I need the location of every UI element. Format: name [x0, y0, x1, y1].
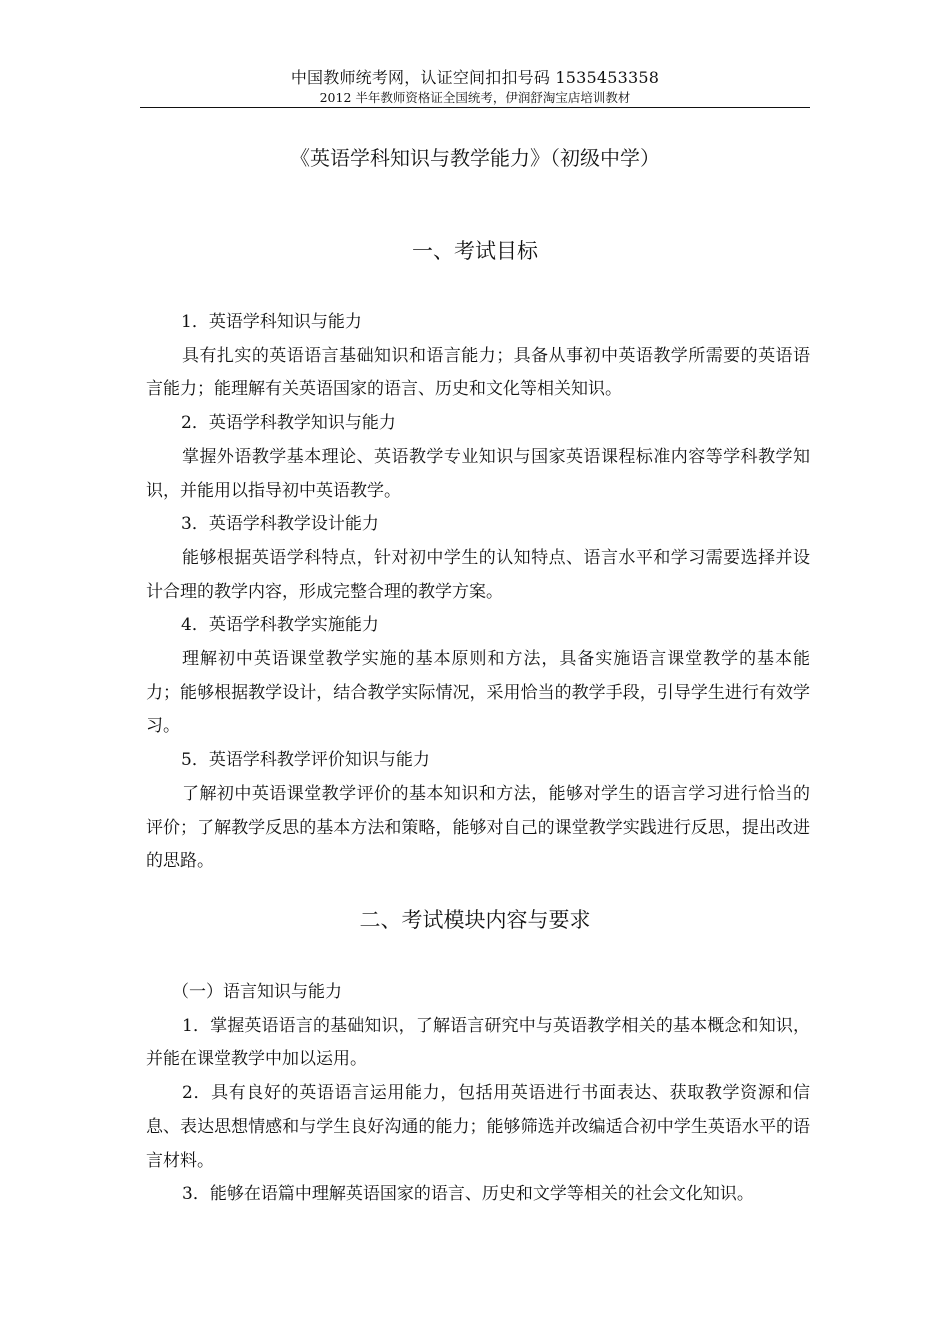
goal-paragraph-5: 了解初中英语课堂教学评价的基本知识和方法，能够对学生的语言学习进行恰当的评价；了解教学反思的基本方法和策略，能够对自己的课堂教学实践进行反思，提出改进的思路。 [146, 783, 810, 872]
goal-paragraph-2: 掌握外语教学基本理论、英语教学专业知识与国家英语课程标准内容等学科教学知识，并能用以指导初中英语教学。 [146, 446, 810, 501]
goal-subheading-5: 5．英语学科教学评价知识与能力 [181, 750, 430, 771]
header-divider [140, 107, 810, 108]
goal-subheading-2: 2．英语学科教学知识与能力 [181, 413, 396, 434]
module-paragraph-1: 1．掌握英语语言的基础知识，了解语言研究中与英语教学相关的基本概念和知识，并能在课堂教学中加以运用。 [146, 1015, 810, 1070]
section-heading-goals: 一、考试目标 [412, 239, 538, 263]
goal-subheading-4: 4．英语学科教学实施能力 [181, 615, 379, 636]
section-modules-body [146, 976, 810, 1212]
document-title: 《英语学科知识与教学能力》（初级中学） [290, 146, 660, 170]
module-subheading: （一）语言知识与能力 [172, 982, 342, 1002]
section-heading-modules: 二、考试模块内容与要求 [359, 908, 591, 932]
goal-paragraph-1: 具有扎实的英语语言基础知识和语言能力；具备从事初中英语教学所需要的英语语言能力；能理解有关英语国家的语言、历史和文化等相关知识。 [146, 345, 810, 400]
goal-paragraph-3: 能够根据英语学科特点，针对初中学生的认知特点、语言水平和学习需要选择并设计合理的教学内容，形成完整合理的教学方案。 [146, 547, 810, 602]
goal-subheading-3: 3．英语学科教学设计能力 [181, 514, 379, 535]
goal-subheading-1: 1．英语学科知识与能力 [181, 312, 362, 332]
section-goals-body [146, 306, 810, 879]
header-line-2: 2012 半年教师资格证全国统考，伊润舒淘宝店培训教材 [319, 90, 631, 105]
page-header [140, 66, 810, 106]
module-paragraph-2: 2．具有良好的英语语言运用能力，包括用英语进行书面表达、获取教学资源和信息、表达思想情感和与学生良好沟通的能力；能够筛选并改编适合初中学生英语水平的语言材料。 [146, 1083, 810, 1171]
header-line-1: 中国教师统考网，认证空间扣扣号码 1535453358 [290, 68, 660, 87]
goal-paragraph-4: 理解初中英语课堂教学实施的基本原则和方法，具备实施语言课堂教学的基本能力；能够根据教学设计，结合教学实际情况，采用恰当的教学手段，引导学生进行有效学习。 [146, 649, 810, 737]
module-paragraph-3: 3．能够在语篇中理解英语国家的语言、历史和文学等相关的社会文化知识。 [182, 1184, 754, 1205]
